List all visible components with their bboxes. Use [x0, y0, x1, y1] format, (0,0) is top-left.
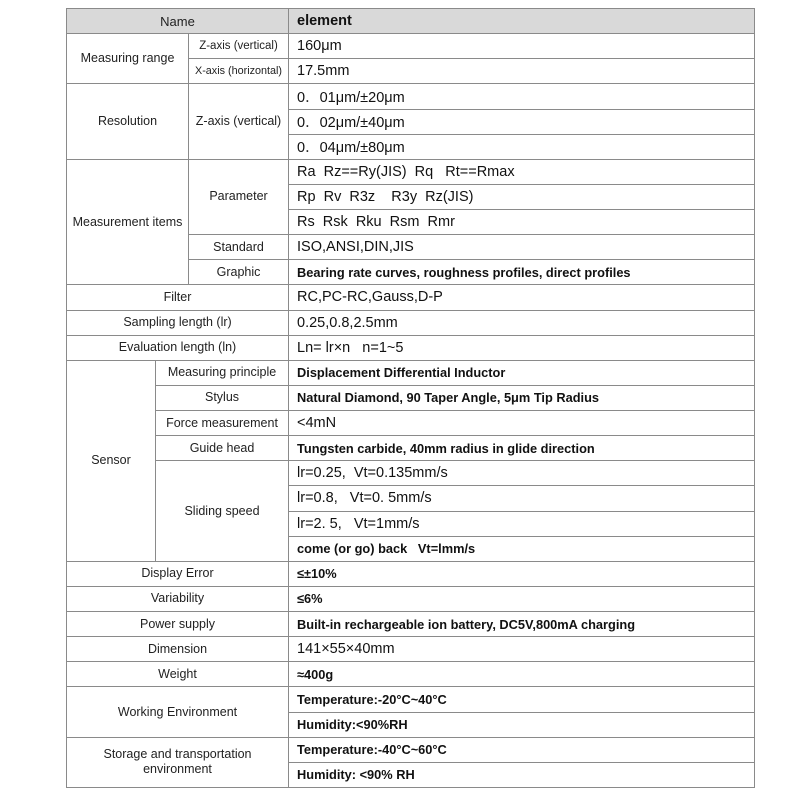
measuring-principle-label: Measuring principle [156, 360, 289, 385]
filter-label: Filter [67, 285, 289, 310]
resolution-value: 0．01μm/±20μm [289, 84, 755, 109]
table-row [67, 385, 755, 410]
variability-value: ≤6% [289, 586, 755, 611]
guide-head-value: Tungsten carbide, 40mm radius in glide direction [289, 436, 755, 461]
force-measurement-value: <4mN [289, 411, 755, 436]
variability-label: Variability [67, 586, 289, 611]
table-row [67, 360, 755, 385]
display-error-label: Display Error [67, 561, 289, 586]
table-row [67, 461, 755, 486]
sliding-speed-value: lr=2. 5, Vt=1mm/s [289, 511, 755, 536]
table-row [67, 561, 755, 586]
filter-value: RC,PC-RC,Gauss,D-P [289, 285, 755, 310]
table-row [67, 159, 755, 184]
parameter-value: Rs Rsk Rku Rsm Rmr [289, 210, 755, 235]
guide-head-label: Guide head [156, 436, 289, 461]
sampling-length-value: 0.25,0.8,2.5mm [289, 310, 755, 335]
table-row [67, 687, 755, 712]
measuring-range-z-label: Z-axis (vertical) [189, 34, 289, 59]
resolution-z-label: Z-axis (vertical) [189, 84, 289, 159]
table-row [67, 285, 755, 310]
dimension-label: Dimension [67, 637, 289, 662]
measurement-items-label: Measurement items [67, 159, 189, 285]
parameter-label: Parameter [189, 159, 289, 234]
sliding-speed-value: lr=0.8, Vt=0. 5mm/s [289, 486, 755, 511]
force-measurement-label: Force measurement [156, 411, 289, 436]
sampling-length-label: Sampling length (lr) [67, 310, 289, 335]
measuring-range-x-value: 17.5mm [289, 59, 755, 84]
header-name: Name [67, 9, 289, 34]
table-row [67, 586, 755, 611]
evaluation-length-value: Ln= lr×n n=1~5 [289, 335, 755, 360]
sensor-label: Sensor [67, 360, 156, 561]
sliding-speed-value: lr=0.25, Vt=0.135mm/s [289, 461, 755, 486]
table-row [67, 34, 755, 59]
table-row [67, 310, 755, 335]
standard-label: Standard [189, 235, 289, 260]
weight-label: Weight [67, 662, 289, 687]
table-row [67, 84, 755, 109]
table-row [67, 436, 755, 461]
resolution-value: 0．04μm/±80μm [289, 134, 755, 159]
power-supply-value: Built-in rechargeable ion battery, DC5V,800mA charging [289, 612, 755, 637]
parameter-value: Rp Rv R3z R3y Rz(JIS) [289, 184, 755, 209]
spec-table [66, 8, 755, 788]
stylus-value: Natural Diamond, 90 Taper Angle, 5μm Tip Radius [289, 385, 755, 410]
working-temperature-value: Temperature:-20°C~40°C [289, 687, 755, 712]
measuring-range-x-label: X-axis (horizontal) [189, 59, 289, 84]
table-row [67, 612, 755, 637]
weight-value: ≈400g [289, 662, 755, 687]
header-element: element [289, 9, 755, 34]
standard-value: ISO,ANSI,DIN,JIS [289, 235, 755, 260]
power-supply-label: Power supply [67, 612, 289, 637]
display-error-value: ≤±10% [289, 561, 755, 586]
table-row [67, 737, 755, 762]
storage-humidity-value: Humidity: <90% RH [289, 762, 755, 787]
graphic-value: Bearing rate curves, roughness profiles, direct profiles [289, 260, 755, 285]
measuring-principle-value: Displacement Differential Inductor [289, 360, 755, 385]
table-row [67, 662, 755, 687]
table-header-row [67, 9, 755, 34]
working-environment-label: Working Environment [67, 687, 289, 737]
measuring-range-label: Measuring range [67, 34, 189, 84]
working-humidity-value: Humidity:<90%RH [289, 712, 755, 737]
storage-environment-label: Storage and transportation environment [67, 737, 289, 787]
evaluation-length-label: Evaluation length (ln) [67, 335, 289, 360]
table-row [67, 637, 755, 662]
graphic-label: Graphic [189, 260, 289, 285]
parameter-value: Ra Rz==Ry(JIS) Rq Rt==Rmax [289, 159, 755, 184]
resolution-value: 0．02μm/±40μm [289, 109, 755, 134]
table-row [67, 335, 755, 360]
resolution-label: Resolution [67, 84, 189, 159]
sliding-speed-back-value: come (or go) back Vt=lmm/s [289, 536, 755, 561]
table-row [67, 411, 755, 436]
storage-temperature-value: Temperature:-40°C~60°C [289, 737, 755, 762]
measuring-range-z-value: 160μm [289, 34, 755, 59]
sliding-speed-label: Sliding speed [156, 461, 289, 562]
stylus-label: Stylus [156, 385, 289, 410]
dimension-value: 141×55×40mm [289, 637, 755, 662]
